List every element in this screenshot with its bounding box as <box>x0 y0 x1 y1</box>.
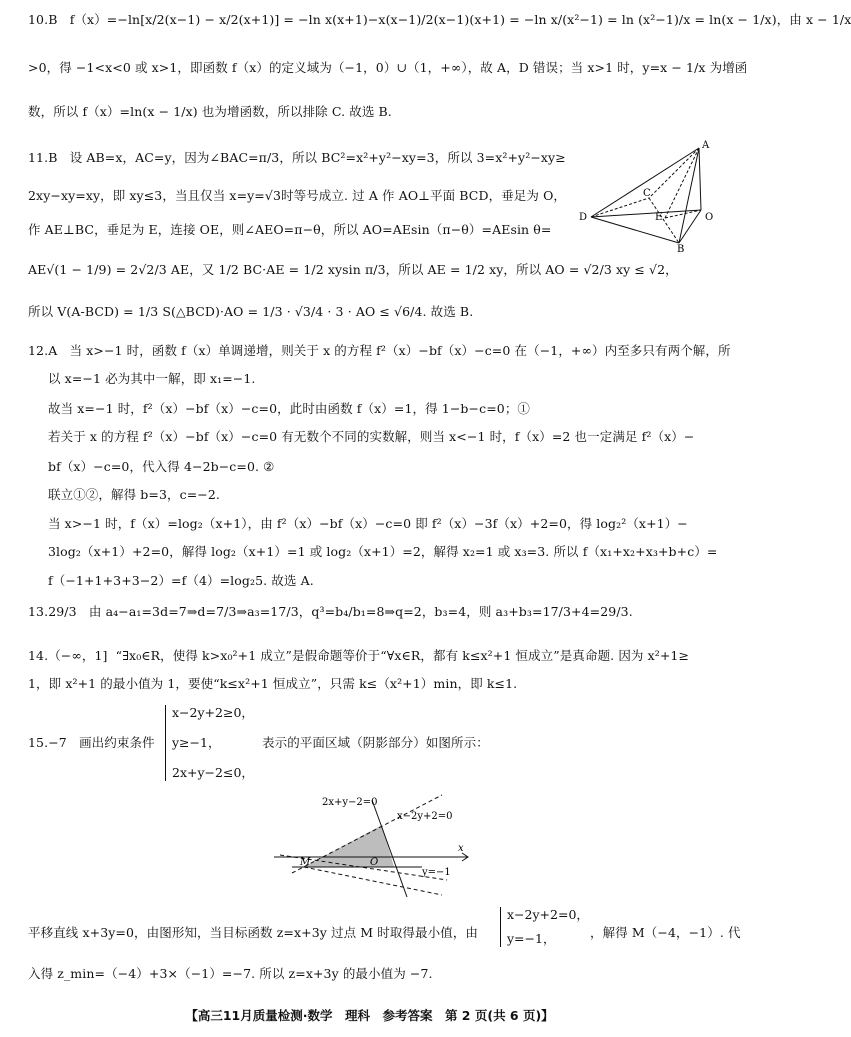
q10-line-1-text: f（x）=−ln[x/2(x−1) − x/2(x+1)] = −ln x(x+1)−x(x−1)/2(x−1)(x+1) = −ln x/(x²−1) = ln (x²−1)/x = ln(x − 1/x)，由 x − 1/x <box>69 12 851 27</box>
q15-number: 15. <box>28 735 49 750</box>
q11-line-1 <box>28 150 566 166</box>
q12-line-5: bf（x）−c=0，代入得 4−2b−c=0. ② <box>48 459 275 474</box>
q14-line-2: 1，即 x²+1 的最小值为 1，要使“k≤x²+1 恒成立”，只需 k≤（x²+1）min，即 k≤1. <box>28 676 518 691</box>
q12-line-6: 联立①②，解得 b=3，c=−2. <box>48 487 220 502</box>
label-a: A <box>702 140 710 151</box>
label-o: O <box>705 212 714 223</box>
q10-number: 10. <box>28 12 49 27</box>
q11-line-3: 作 AE⊥BC，垂足为 E，连接 OE，则∠AEO=π−θ，所以 AO=AEsin（π−θ）=AEsin θ= <box>28 222 552 237</box>
q12-answer: A <box>48 343 58 358</box>
feasible-region-graph <box>272 795 472 900</box>
q12-line-4: 若关于 x 的方程 f²（x）−bf（x）−c=0 有无数个不同的实数解，则当 x<−1 时，f（x）=2 也一定满足 f²（x）− <box>48 429 695 444</box>
q13-line-1-text: 由 a₄−a₁=3d=7⇒d=7/3⇒a₃=17/3，q³=b₄/b₁=8⇒q=2，b₃=4，则 a₃+b₃=17/3+4=29/3. <box>88 604 633 619</box>
q12-line-1-text: 当 x>−1 时，函数 f（x）单调递增，则关于 x 的方程 f²（x）−bf（x）−c=0 在（−1，+∞）内至多只有两个解，所 <box>69 343 731 358</box>
q14-number: 14. <box>28 648 49 663</box>
solve-eq-2: y=−1， <box>507 931 556 946</box>
q11-answer: B <box>48 150 58 165</box>
q15-line-3: 入得 z_min=（−4）+3×（−1）=−7. 所以 z=x+3y 的最小值为 −7. <box>28 966 433 981</box>
q11-line-2: 2xy−xy=xy，即 xy≤3，当且仅当 x=y=√3时等号成立. 过 A 作 AO⊥平面 BCD，垂足为 O， <box>28 188 567 203</box>
graph-label-origin: O <box>370 857 379 868</box>
q10-line-2: >0，得 −1<x<0 或 x>1，即函数 f（x）的定义域为（−1，0）∪（1，+∞），故 A，D 错误；当 x>1 时，y=x − 1/x 为增函 <box>28 60 748 75</box>
q12-line-7: 当 x>−1 时，f（x）=log₂（x+1），由 f²（x）−bf（x）−c=0 即 f²（x）−3f（x）+2=0，得 log₂²（x+1）− <box>48 516 688 531</box>
graph-label-x: x <box>458 843 464 854</box>
q15-line-2: 平移直线 x+3y=0，由图形知，当目标函数 z=x+3y 过点 M 时取得最小值，由 <box>28 925 479 940</box>
tetrahedron-diagram <box>575 138 725 253</box>
q15-after-text: 表示的平面区域（阴影部分）如图所示： <box>262 735 489 750</box>
q12-number: 12. <box>28 343 49 358</box>
page-footer: 【高三11月质量检测·数学 理科 参考答案 第 2 页(共 6 页)】 <box>185 1008 554 1023</box>
q14-line-1-text: “∃x₀∈R，使得 k>x₀²+1 成立”是假命题等价于“∀x∈R，都有 k≤x²+1 恒成立”是真命题. 因为 x²+1≥ <box>115 648 690 663</box>
graph-label-line2: x−2y+2=0 <box>397 811 453 822</box>
q15-line-1 <box>28 735 155 751</box>
q15-constraint-system <box>165 705 254 781</box>
constraint-1: x−2y+2≥0， <box>172 705 254 720</box>
graph-label-line1: 2x+y−2=0 <box>322 797 378 808</box>
q11-line-5: 所以 V(A-BCD) = 1/3 S(△BCD)·AO = 1/3 · √3/4 · 3 · AO ≤ √6/4. 故选 B. <box>28 304 474 319</box>
q15-solve-system <box>500 907 589 947</box>
label-c: C <box>643 188 651 199</box>
q12-line-8: 3log₂（x+1）+2=0，解得 log₂（x+1）=1 或 log₂（x+1）=2，解得 x₂=1 或 x₃=3. 所以 f（x₁+x₂+x₃+b+c）= <box>48 544 718 559</box>
q14-line-1 <box>28 648 689 664</box>
q11-line-1-text: 设 AB=x，AC=y，因为∠BAC=π/3，所以 BC²=x²+y²−xy=3，所以 3=x²+y²−xy≥ <box>69 150 566 165</box>
constraint-2: y≥−1， <box>172 735 221 750</box>
q15-intro: 画出约束条件 <box>79 735 155 750</box>
q13-number: 13. <box>28 604 49 619</box>
q12-line-3: 故当 x=−1 时，f²（x）−bf（x）−c=0，此时由函数 f（x）=1，得 1−b−c=0；① <box>48 401 531 416</box>
q11-number: 11. <box>28 150 49 165</box>
graph-label-m: M <box>300 857 311 868</box>
q13-answer: 29/3 <box>48 604 77 619</box>
solve-eq-1: x−2y+2=0， <box>507 907 589 922</box>
q12-line-2: 以 x=−1 必为其中一解，即 x₁=−1. <box>48 371 256 386</box>
q10-line-3: 数，所以 f（x）=ln(x − 1/x) 也为增函数，所以排除 C. 故选 B. <box>28 104 392 119</box>
q15-answer: −7 <box>48 735 67 750</box>
q10-answer: B <box>48 12 58 27</box>
q15-line-2b: ，解得 M（−4，−1）. 代 <box>590 925 741 940</box>
constraint-3: 2x+y−2≤0， <box>172 765 254 780</box>
q12-line-1 <box>28 343 731 359</box>
q14-answer: （−∞，1] <box>48 648 108 663</box>
q11-line-4: AE√(1 − 1/9) = 2√2/3 AE，又 1/2 BC·AE = 1/2 xysin π/3，所以 AE = 1/2 xy，所以 AO = √2/3 xy ≤ √2， <box>28 262 678 277</box>
q10-line-1 <box>28 12 851 28</box>
label-b: B <box>677 244 685 255</box>
q12-line-9: f（−1+1+3+3−2）=f（4）=log₂5. 故选 A. <box>48 573 314 588</box>
label-d: D <box>579 212 588 223</box>
label-e: E <box>655 212 663 223</box>
q13-line-1 <box>28 604 633 620</box>
graph-label-line3: y=−1 <box>422 867 451 878</box>
